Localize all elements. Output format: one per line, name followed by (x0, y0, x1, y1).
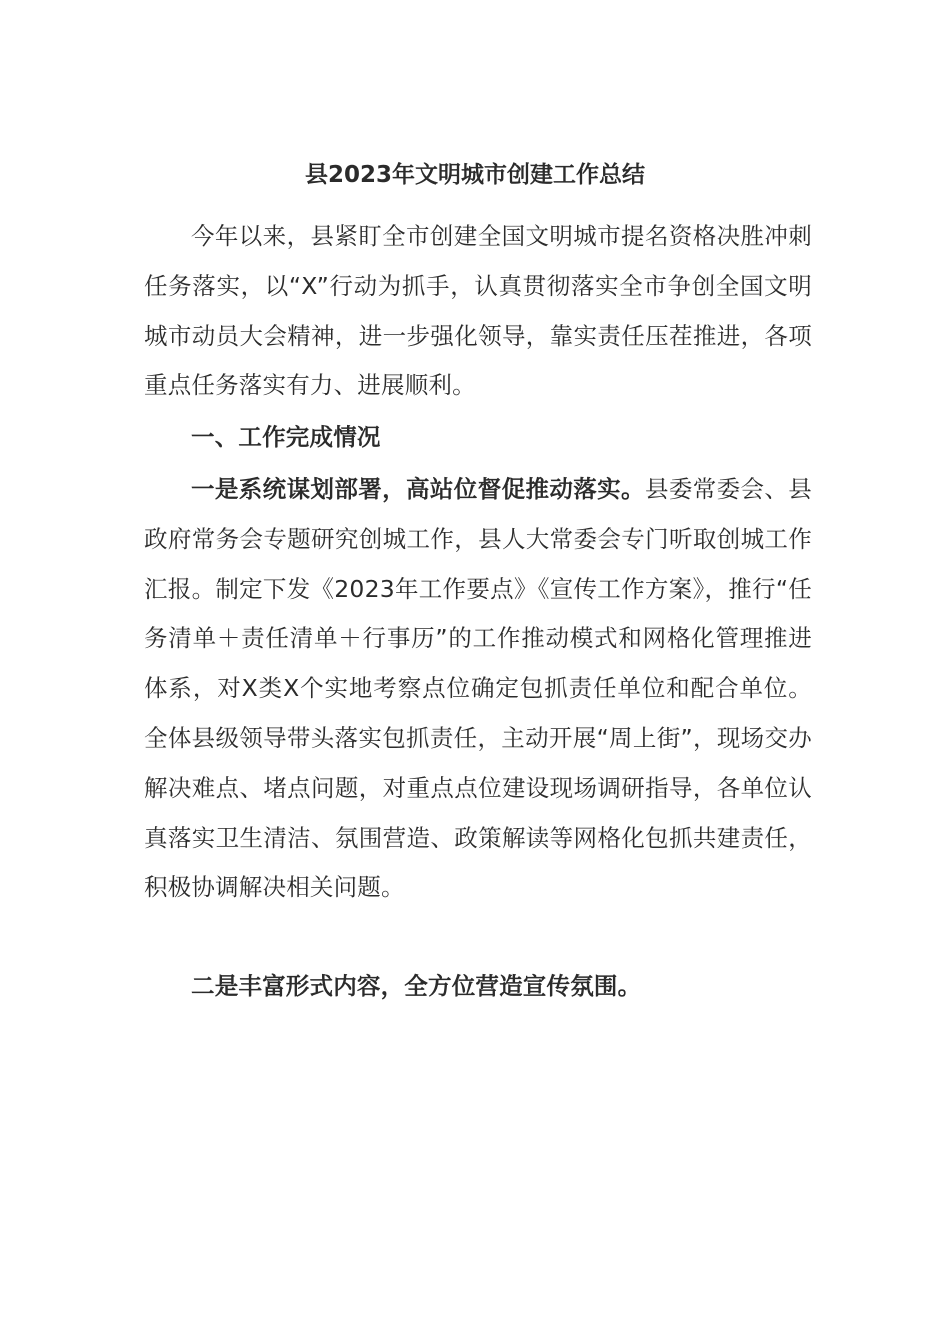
intro-paragraph: 今年以来，县紧盯全市创建全国文明城市提名资格决胜冲刺任务落实，以“X”行动为抓手，认真贯彻落实全市争创全国文明城市动员大会精神，进一步强化领导，靠实责任压茬推进，各项重点任务落实有力、进展顺利。 (144, 222, 812, 400)
item-lead-1: 一是系统谋划部署，高站位督促推动落实。 (191, 475, 645, 503)
item-paragraph-1 (144, 465, 812, 913)
item-body-1: 县委常委会、县政府常务会专题研究创城工作，县人大常委会专门听取创城工作汇报。制定下发《2023年工作要点》《宣传工作方案》，推行“任务清单＋责任清单＋行事历”的工作推动模式和网格化管理推进体系，对X类X个实地考察点位确定包抓责任单位和配合单位。全体县级领导带头落实包抓责任，主动开展“周上街”，现场交办解决难点、堵点问题，对重点点位建设现场调研指导，各单位认真落实卫生清洁、氛围营造、政策解读等网格化包抓共建责任，积极协调解决相关问题。 (144, 475, 812, 902)
item-paragraph-2 (144, 962, 812, 1012)
item-lead-2: 二是丰富形式内容，全方位营造宣传氛围。 (191, 972, 642, 1000)
document-title: 县2023年文明城市创建工作总结 (304, 162, 645, 188)
section-heading: 一、工作完成情况 (191, 423, 381, 451)
